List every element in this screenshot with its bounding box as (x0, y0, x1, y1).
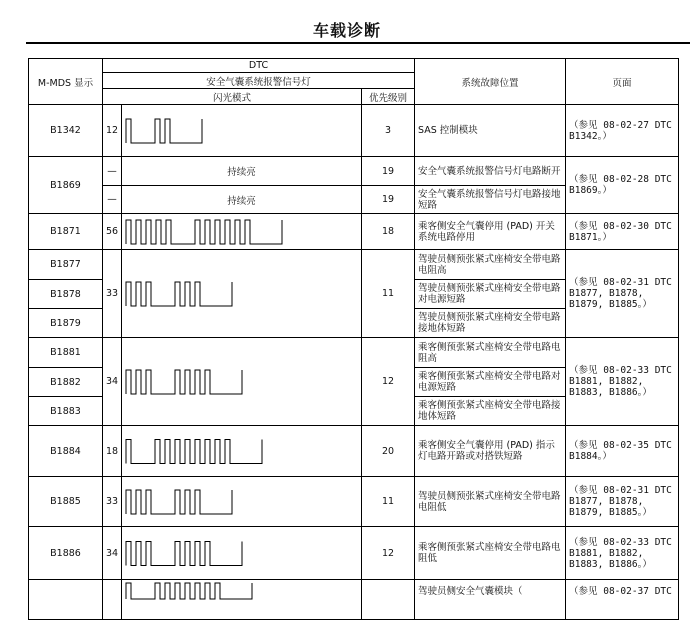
dtc-code: B1878 (29, 280, 103, 309)
table-row (29, 250, 679, 280)
header-mmds: M-MDS 显示 (29, 59, 103, 105)
page-ref: （参见 08-02-37 DTC (566, 580, 679, 620)
flash-pattern-waveform (122, 339, 362, 425)
flash-pattern-waveform (122, 427, 362, 476)
header-priority: 优先级别 (362, 89, 415, 105)
priority: 3 (362, 105, 415, 157)
fault-location: SAS 控制模块 (415, 105, 566, 157)
table-row (29, 477, 679, 527)
dtc-code: B1879 (29, 309, 103, 338)
flash-pattern-waveform (122, 580, 362, 602)
fault-location: 乘客侧预张紧式座椅安全带电路电阻高 (415, 338, 566, 368)
page-ref: （参见 08-02-33 DTC B1881, B1882, B1883, B1886。） (566, 338, 679, 426)
flash-count: 33 (103, 250, 122, 338)
header-dtc: DTC (103, 59, 415, 73)
title-rule (26, 42, 690, 44)
dtc-code: B1881 (29, 338, 103, 368)
flash-pattern-steady: 持续亮 (122, 157, 362, 186)
flash-count: 56 (103, 214, 122, 250)
dtc-code: B1342 (29, 105, 103, 157)
priority: 18 (362, 214, 415, 250)
flash-pattern (122, 580, 362, 620)
priority: 19 (362, 186, 415, 214)
flash-pattern (122, 426, 362, 477)
page-ref: （参见 08-02-27 DTC B1342。） (566, 105, 679, 157)
fault-location: 驾驶员侧安全气囊模块（ (415, 580, 566, 620)
flash-count: 34 (103, 527, 122, 580)
dtc-code: B1884 (29, 426, 103, 477)
priority (362, 580, 415, 620)
flash-count: 33 (103, 477, 122, 527)
page-ref: （参见 08-02-33 DTC B1881, B1882, B1883, B1886。） (566, 527, 679, 580)
flash-pulse-trace (126, 541, 242, 565)
table-row (29, 157, 679, 186)
flash-pattern (122, 477, 362, 527)
flash-pulse-trace (126, 220, 282, 244)
header-fault-location: 系统故障位置 (415, 59, 566, 105)
page-ref: （参见 08-02-35 DTC B1884。） (566, 426, 679, 477)
header-page: 页面 (566, 59, 679, 105)
fault-location: 乘客侧预张紧式座椅安全带电路对电源短路 (415, 368, 566, 397)
flash-count (103, 580, 122, 620)
fault-location: 驾驶员侧预张紧式座椅安全带电路电阻高 (415, 250, 566, 280)
dtc-code: B1882 (29, 368, 103, 397)
flash-pulse-trace (126, 439, 262, 463)
flash-count: — (103, 186, 122, 214)
dtc-code: B1871 (29, 214, 103, 250)
flash-count: — (103, 157, 122, 186)
fault-location: 乘客侧预张紧式座椅安全带电路接地体短路 (415, 397, 566, 426)
flash-pulse-trace (126, 490, 232, 514)
flash-pattern (122, 338, 362, 426)
flash-pulse-trace (126, 119, 202, 143)
priority: 12 (362, 527, 415, 580)
dtc-code (29, 580, 103, 620)
priority: 20 (362, 426, 415, 477)
header-lamp: 安全气囊系统报警信号灯 (103, 73, 415, 89)
flash-pulse-trace (126, 282, 232, 306)
flash-pattern-waveform (122, 106, 362, 156)
fault-location: 乘客侧预张紧式座椅安全带电路电阻低 (415, 527, 566, 580)
dtc-code: B1886 (29, 527, 103, 580)
page-ref: （参见 08-02-30 DTC B1871。） (566, 214, 679, 250)
fault-location: 安全气囊系统报警信号灯电路接地短路 (415, 186, 566, 214)
header-flash-mode: 闪光模式 (103, 89, 362, 105)
page-ref: （参见 08-02-31 DTC B1877, B1878, B1879, B1885。） (566, 250, 679, 338)
priority: 12 (362, 338, 415, 426)
fault-location: 驾驶员侧预张紧式座椅安全带电路接地体短路 (415, 309, 566, 338)
flash-count: 18 (103, 426, 122, 477)
flash-count: 34 (103, 338, 122, 426)
flash-count: 12 (103, 105, 122, 157)
priority: 11 (362, 250, 415, 338)
dtc-code: B1877 (29, 250, 103, 280)
flash-pattern-waveform (122, 215, 362, 249)
dtc-code: B1885 (29, 477, 103, 527)
flash-pattern-steady: 持续亮 (122, 186, 362, 214)
table-row (29, 214, 679, 250)
table-row (29, 105, 679, 157)
flash-pulse-trace (126, 370, 242, 394)
page-title: 车载诊断 (312, 21, 381, 40)
flash-pattern (122, 105, 362, 157)
table-row (29, 426, 679, 477)
priority: 11 (362, 477, 415, 527)
priority: 19 (362, 157, 415, 186)
fault-location: 乘客侧安全气囊停用 (PAD) 指示灯电路开路或对搭铁短路 (415, 426, 566, 477)
dtc-code: B1883 (29, 397, 103, 426)
fault-location: 安全气囊系统报警信号灯电路断开 (415, 157, 566, 186)
flash-pattern-waveform (122, 478, 362, 526)
table-row (29, 527, 679, 580)
flash-pattern (122, 250, 362, 338)
fault-location: 驾驶员侧预张紧式座椅安全带电路对电源短路 (415, 280, 566, 309)
flash-pattern (122, 527, 362, 580)
flash-pattern (122, 214, 362, 250)
dtc-code: B1869 (29, 157, 103, 214)
page-ref: （参见 08-02-28 DTC B1869。） (566, 157, 679, 214)
dtc-table (28, 58, 679, 620)
fault-location: 驾驶员侧预张紧式座椅安全带电路电阻低 (415, 477, 566, 527)
flash-pattern-waveform (122, 251, 362, 337)
flash-pattern-waveform (122, 528, 362, 579)
table-row (29, 338, 679, 368)
page-ref: （参见 08-02-31 DTC B1877, B1878, B1879, B1885。） (566, 477, 679, 527)
fault-location: 乘客侧安全气囊停用 (PAD) 开关系统电路停用 (415, 214, 566, 250)
table-row (29, 580, 679, 620)
flash-pulse-trace (126, 583, 252, 599)
